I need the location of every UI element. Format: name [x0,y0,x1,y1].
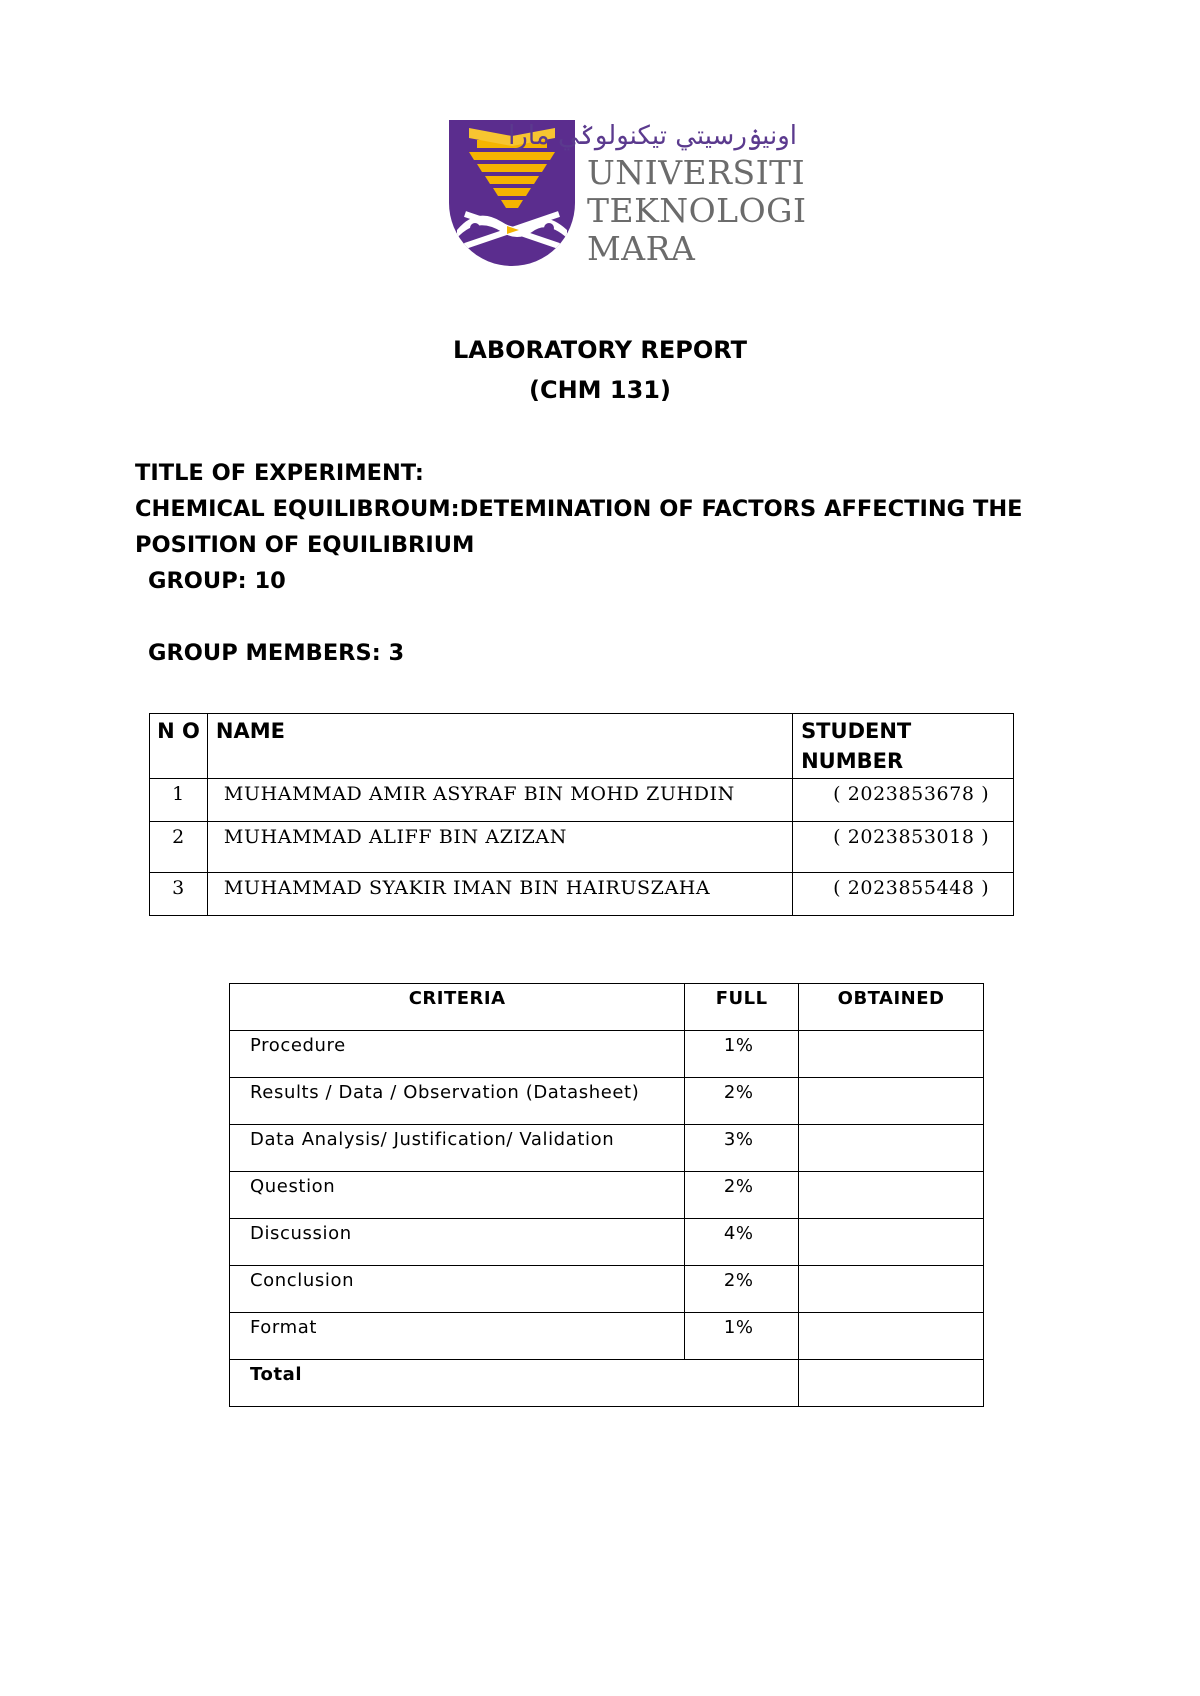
criteria-obtained[interactable] [799,1125,984,1172]
member-name: MUHAMMAD SYAKIR IMAN BIN HAIRUSZAHA [207,873,792,916]
criteria-name: Results / Data / Observation (Datasheet) [230,1078,685,1125]
table-row [230,1266,984,1313]
criteria-obtained[interactable] [799,1313,984,1360]
logo-arabic-text: اونيۏرسيتي تيکنولوݢي مارا [508,121,797,151]
member-name: MUHAMMAD AMIR ASYRAF BIN MOHD ZUHDIN [207,779,792,822]
uitm-logo [447,118,807,268]
criteria-name: Procedure [230,1031,685,1078]
total-label: Total [230,1360,799,1407]
table-row [230,1313,984,1360]
table-row [230,1172,984,1219]
logo-line-mara: MARA [587,229,696,268]
table-row [230,1125,984,1172]
total-obtained[interactable] [799,1360,984,1407]
header-full: FULL [685,984,799,1031]
experiment-label: TITLE OF EXPERIMENT: [135,460,424,486]
course-code: (CHM 131) [529,376,671,404]
criteria-obtained[interactable] [799,1031,984,1078]
criteria-full: 1% [685,1313,799,1360]
members-header-row [150,714,1014,779]
header-no: N O [150,714,208,779]
experiment-title-line-2: POSITION OF EQUILIBRIUM [135,532,475,558]
criteria-name: Discussion [230,1219,685,1266]
table-row [150,873,1014,916]
criteria-name: Format [230,1313,685,1360]
table-row [150,822,1014,873]
criteria-obtained[interactable] [799,1219,984,1266]
total-row [230,1360,984,1407]
report-heading [0,330,1200,410]
experiment-title-line-1: CHEMICAL EQUILIBROUM:DETEMINATION OF FACTORS AFFECTING THE [135,496,1023,522]
member-name: MUHAMMAD ALIFF BIN AZIZAN [207,822,792,873]
members-table [149,713,1014,916]
criteria-full: 2% [685,1266,799,1313]
criteria-full: 4% [685,1219,799,1266]
group-number: GROUP: 10 [148,568,286,594]
logo-line-universiti: UNIVERSITI [587,153,806,192]
header-criteria: CRITERIA [230,984,685,1031]
table-row [150,779,1014,822]
criteria-name: Data Analysis/ Justification/ Validation [230,1125,685,1172]
experiment-info [135,455,1035,671]
table-row [230,1031,984,1078]
criteria-full: 3% [685,1125,799,1172]
member-student-number: ( 2023855448 ) [793,873,1014,916]
criteria-obtained[interactable] [799,1266,984,1313]
criteria-name: Question [230,1172,685,1219]
criteria-table [229,983,984,1407]
criteria-full: 1% [685,1031,799,1078]
criteria-full: 2% [685,1078,799,1125]
member-no: 1 [150,779,208,822]
criteria-full: 2% [685,1172,799,1219]
group-members-count: GROUP MEMBERS: 3 [148,640,405,666]
report-title: LABORATORY REPORT [452,336,748,364]
header-student-number: STUDENT NUMBER [793,714,1014,779]
table-row [230,1219,984,1266]
member-no: 2 [150,822,208,873]
header-name: NAME [207,714,792,779]
table-row [230,1078,984,1125]
criteria-obtained[interactable] [799,1172,984,1219]
logo-line-teknologi: TEKNOLOGI [587,191,807,230]
criteria-header-row [230,984,984,1031]
logo-wordmark [508,118,807,268]
criteria-obtained[interactable] [799,1078,984,1125]
member-student-number: ( 2023853678 ) [793,779,1014,822]
member-no: 3 [150,873,208,916]
criteria-name: Conclusion [230,1266,685,1313]
header-obtained: OBTAINED [799,984,984,1031]
member-student-number: ( 2023853018 ) [793,822,1014,873]
